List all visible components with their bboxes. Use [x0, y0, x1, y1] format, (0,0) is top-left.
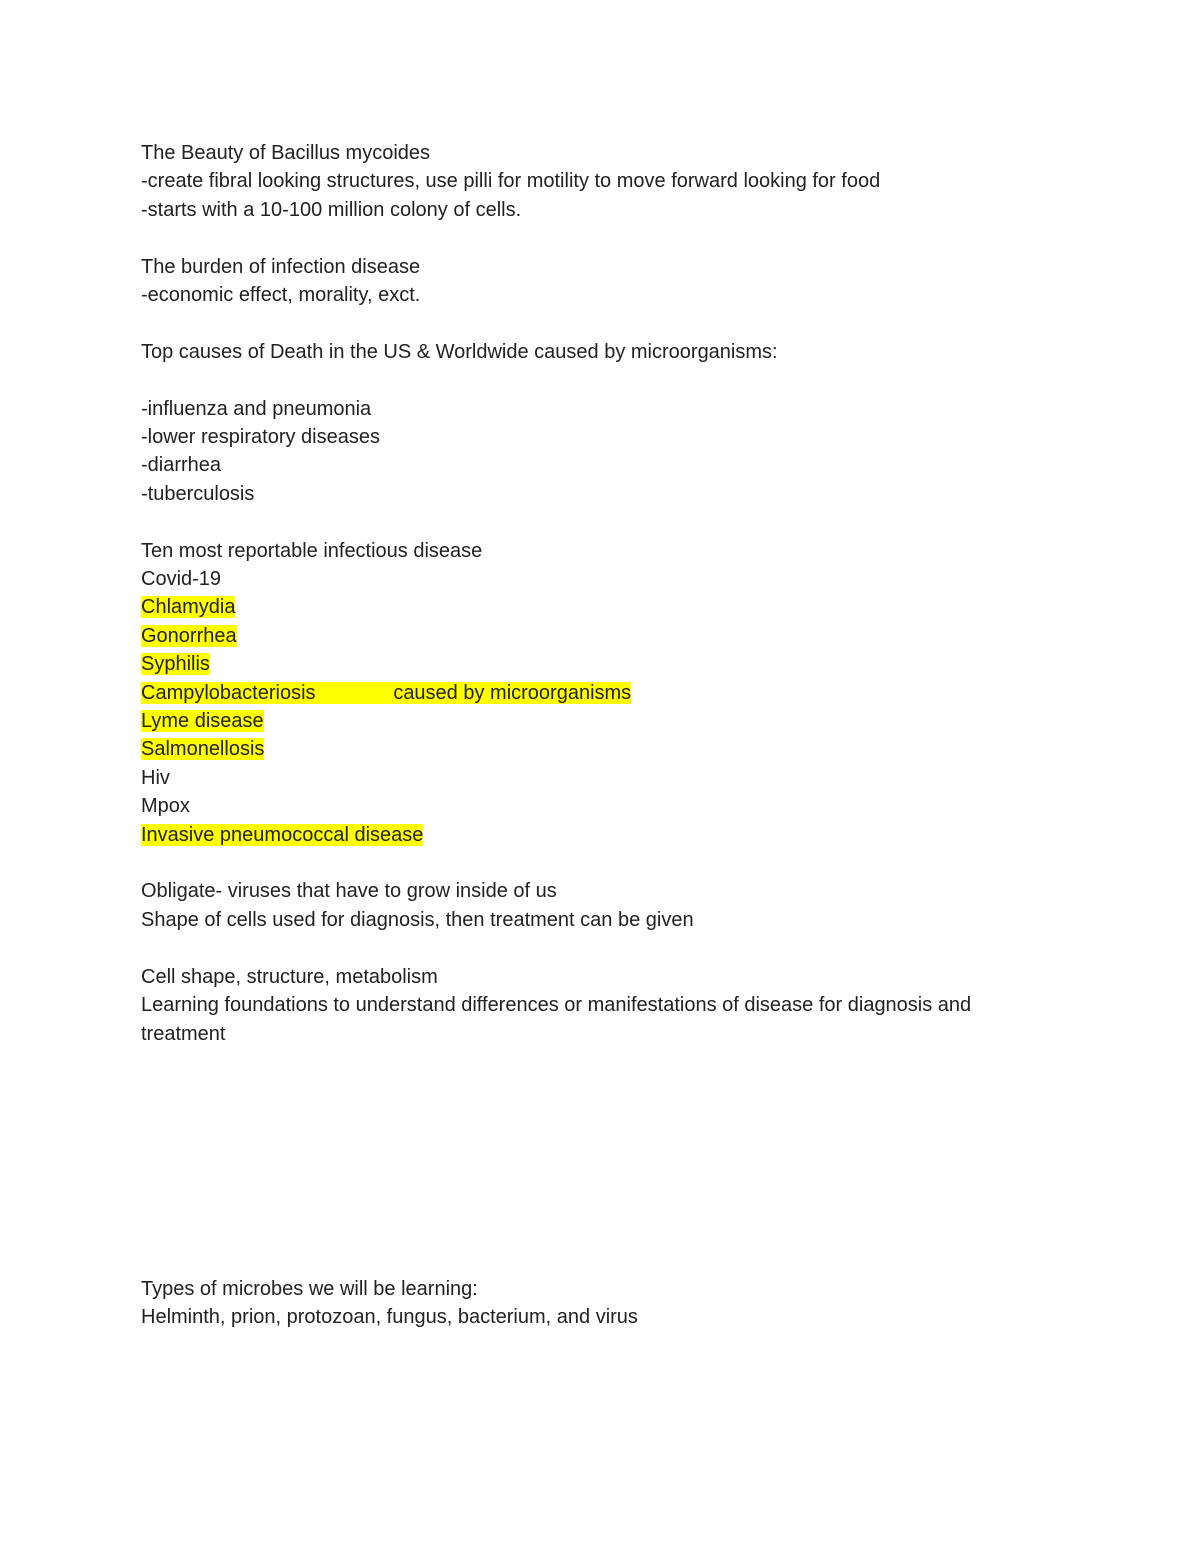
highlight: Syphilis — [141, 653, 210, 676]
section-title-burden: The burden of infection disease — [141, 255, 421, 278]
disease-item: Mpox — [141, 795, 190, 818]
document-body — [141, 139, 1061, 1332]
blank-line — [141, 849, 1061, 877]
foundations-note: Learning foundations to understand differences or manifestations of disease for diagnosis and treatment — [141, 994, 972, 1045]
highlight: Lyme disease — [141, 710, 264, 733]
bacillus-note-2: -starts with a 10-100 million colony of cells. — [141, 198, 522, 221]
disease-item: Hiv — [141, 766, 170, 789]
disease-item-highlighted — [141, 707, 1061, 735]
shape-note: Shape of cells used for diagnosis, then treatment can be given — [141, 908, 694, 931]
highlight: Chlamydia — [141, 596, 236, 619]
highlight-gap — [316, 682, 394, 704]
cell-shape-note: Cell shape, structure, metabolism — [141, 965, 438, 988]
annotation-caused-by: caused by microorganisms — [393, 681, 632, 704]
highlight: Invasive pneumococcal disease — [141, 823, 424, 846]
highlight — [141, 682, 631, 704]
blank-line — [141, 934, 1061, 962]
blank-space — [141, 1048, 1061, 1275]
obligate-note: Obligate- viruses that have to grow inside of us — [141, 880, 557, 903]
disease-item-highlighted — [141, 679, 1061, 707]
disease-item-highlighted — [141, 650, 1061, 678]
disease-name: Campylobacteriosis — [141, 681, 316, 704]
section-title-microbes: Types of microbes we will be learning: — [141, 1277, 478, 1300]
disease-item-highlighted — [141, 593, 1061, 621]
blank-line — [141, 366, 1061, 394]
highlight: Salmonellosis — [141, 738, 265, 761]
disease-item-highlighted — [141, 622, 1061, 650]
cause-item: -influenza and pneumonia — [141, 397, 372, 420]
microbes-list: Helminth, prion, protozoan, fungus, bacterium, and virus — [141, 1306, 638, 1329]
section-title-top-causes: Top causes of Death in the US & Worldwide caused by microorganisms: — [141, 340, 778, 363]
cause-item: -diarrhea — [141, 454, 222, 477]
cause-item: -tuberculosis — [141, 482, 255, 505]
blank-line — [141, 224, 1061, 252]
disease-item: Covid-19 — [141, 568, 222, 591]
burden-note-1: -economic effect, morality, exct. — [141, 284, 421, 307]
blank-line — [141, 508, 1061, 536]
disease-item-highlighted — [141, 821, 1061, 849]
section-title-bacillus: The Beauty of Bacillus mycoides — [141, 142, 431, 164]
cause-item: -lower respiratory diseases — [141, 426, 380, 449]
blank-line — [141, 309, 1061, 337]
bacillus-note-1: -create fibral looking structures, use pilli for motility to move forward looking for food — [141, 170, 881, 193]
section-title-reportable: Ten most reportable infectious disease — [141, 539, 483, 562]
highlight: Gonorrhea — [141, 624, 237, 647]
disease-item-highlighted — [141, 735, 1061, 763]
